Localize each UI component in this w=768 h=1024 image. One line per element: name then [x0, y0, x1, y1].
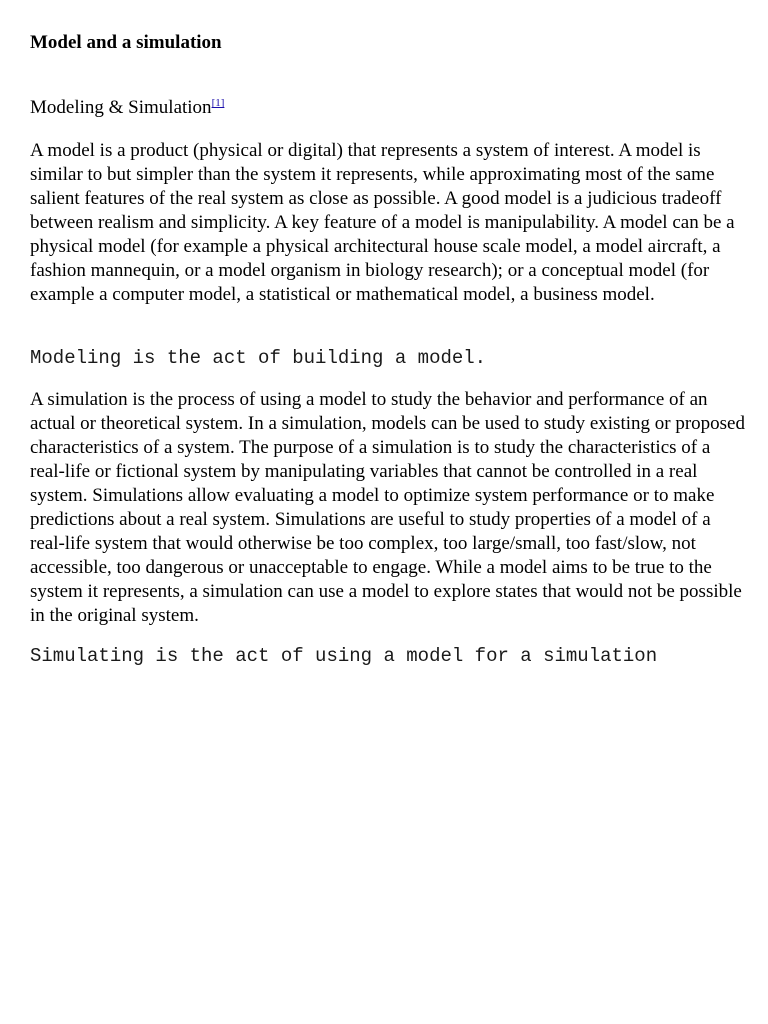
simulation-definition-paragraph: A simulation is the process of using a model to study the behavior and performance of an actual or theoretical system. In a simulation, models can be used to study existing or proposed characteristics of a system. The purpose of a simulation is to study the characteristics of a real-life or fictional system by manipulating variables that cannot be controlled in a real system. Simulations allow evaluating a model to optimize system performance or to make predictions about a real system. Simulations are useful to study properties of a model of a real-life system that would otherwise be too complex, too large/small, too fast/slow, not accessible, too dangerous or unacceptable to engage. While a model aims to be true to the system it represents, a simulation can use a model to explore states that would not be possible in the original system.: [30, 389, 745, 626]
section-heading: [30, 96, 224, 120]
model-definition-paragraph: A model is a product (physical or digital) that represents a system of interest. A model is similar to but simpler than the system it represents, while approximating most of the same salient features of the real system as close as possible. A good model is a judicious tradeoff between realism and simplicity. A key feature of a model is manipulability. A model can be a physical model (for example a physical architectural house scale model, a model aircraft, a fashion mannequin, or a model organism in biology research); or a conceptual model (for example a computer model, a statistical or mathematical model, a business model.: [30, 140, 735, 305]
modeling-definition-line: Modeling is the act of building a model.: [30, 347, 487, 369]
footnote-link[interactable]: [1]: [211, 97, 225, 109]
simulating-definition-line: Simulating is the act of using a model for a simulation: [30, 645, 658, 667]
section-heading-text: Modeling & Simulation: [30, 97, 212, 118]
footnote-reference: [212, 97, 225, 109]
page-title: Model and a simulation: [30, 32, 222, 53]
